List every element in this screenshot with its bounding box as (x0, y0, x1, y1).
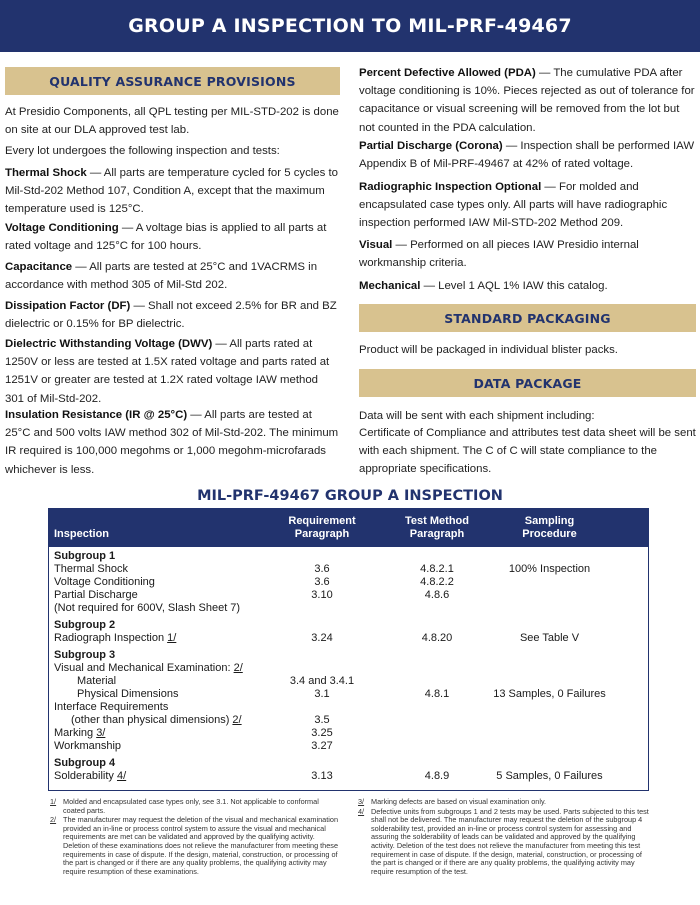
term: Visual (359, 239, 393, 251)
page-title-banner (0, 0, 700, 52)
footnote-1-number: 1/ (50, 797, 57, 806)
data-package-heading-text: DATA PACKAGE (473, 375, 582, 391)
qa-intro-1: At Presidio Components, all QPL testing per MIL-STD-202 is done on site at our DLA approved test lab. (5, 106, 339, 137)
item-visual (359, 236, 696, 272)
qa-heading-text: QUALITY ASSURANCE PROVISIONS (49, 73, 296, 89)
term: Percent Defective Allowed (PDA) (359, 67, 536, 79)
desc: — All parts are temperature cycled for 5 cycles to Mil-Std-202 Method 107, Condition A, except that the maximum temperature used is 125°C. (5, 167, 338, 216)
row-radiograph-req: 3.24 (311, 632, 333, 644)
row-partial-discharge-test: 4.8.6 (424, 589, 450, 601)
item-mechanical (359, 277, 696, 295)
packaging-text: Product will be packaged in individual blister packs. (359, 344, 618, 356)
item-dwv (5, 335, 340, 408)
data-package-heading (359, 369, 696, 397)
subgroup-2-title: Subgroup 2 (54, 619, 116, 631)
group-a-inspection-table (48, 508, 649, 791)
row-physical-dimensions-req: 3.1 (314, 688, 330, 700)
subgroup-4-title: Subgroup 4 (54, 757, 116, 769)
item-insulation-resistance (5, 406, 340, 479)
footnote-3-number: 3/ (358, 797, 365, 806)
header-requirement-line1: Requirement (288, 515, 356, 527)
row-radiograph-test: 4.8.20 (421, 632, 453, 644)
row-marking-name (54, 727, 105, 740)
footnote-3 (358, 798, 650, 807)
row-partial-discharge-note: (Not required for 600V, Slash Sheet 7) (54, 602, 241, 614)
footnote-4-number: 4/ (358, 806, 365, 816)
row-physical-dimensions-name: Physical Dimensions (77, 688, 179, 700)
row-radiograph-sampling: See Table V (519, 632, 580, 644)
item-thermal-shock (5, 164, 340, 219)
row-solderability-label: Solderability (54, 770, 117, 782)
row-other-dimensions-req: 3.5 (314, 714, 330, 726)
row-radiograph-label: Radiograph Inspection (54, 632, 168, 644)
footnote-4 (358, 808, 650, 877)
footnote-ref: 3/ (96, 727, 106, 739)
page-title: GROUP A INSPECTION TO MIL-PRF-49467 (128, 15, 572, 37)
packaging-heading (359, 304, 696, 332)
row-radiograph-name (54, 632, 176, 645)
subgroup-3-title: Subgroup 3 (54, 649, 116, 661)
header-test-method (387, 515, 487, 541)
desc: — For molded and encapsulated case types only. All parts will have radiographic inspection performed IAW Mil-STD-202 Method 209. (359, 181, 668, 230)
footnote-3-text: Marking defects are based on visual examination only. (371, 797, 547, 806)
footnote-2-text: The manufacturer may request the deletion of the visual and mechanical examination provided an in-line or process control system to assure the visual and mechanical requirements are met can be validated and approved by the qualifying activity. Deletion of these examinations does not relieve the manufacturer from meeting these requirements in case of dispute. If the design, material, construction, or processing of the part is changed or if there are any quality problems, the qualifying activity may require resumption of these examinations. (63, 815, 339, 876)
term: Radiographic Inspection Optional (359, 181, 542, 193)
footnote-2 (50, 816, 340, 876)
item-voltage-conditioning (5, 219, 340, 255)
term: Dielectric Withstanding Voltage (DWV) (5, 338, 213, 350)
desc: — Performed on all pieces IAW Presidio internal workmanship criteria. (359, 239, 639, 270)
row-partial-discharge-name: Partial Discharge (54, 589, 138, 601)
row-voltage-conditioning-req: 3.6 (314, 576, 330, 588)
header-sampling-line2: Procedure (522, 528, 577, 540)
row-voltage-conditioning-test: 4.8.2.2 (420, 576, 454, 588)
item-partial-discharge (359, 137, 696, 173)
row-solderability-sampling: 5 Samples, 0 Failures (496, 770, 603, 782)
row-partial-discharge-req: 3.10 (311, 589, 333, 601)
row-marking-req: 3.25 (311, 727, 333, 739)
term: Thermal Shock (5, 167, 87, 179)
desc: — A voltage bias is applied to all parts at rated voltage and 125°C for 100 hours. (5, 222, 327, 253)
header-test-line1: Test Method (405, 515, 469, 527)
footnote-2-number: 2/ (50, 815, 57, 825)
term: Insulation Resistance (IR @ 25°C) (5, 409, 188, 421)
desc: — Shall not exceed 2.5% for BR and BZ dielectric or 0.15% for BP dielectric. (5, 300, 337, 331)
row-physical-dimensions-test: 4.8.1 (424, 688, 450, 700)
header-sampling-line1: Sampling (524, 515, 575, 527)
term: Voltage Conditioning (5, 222, 119, 234)
term: Mechanical (359, 280, 421, 292)
data-package-text-2: Certificate of Compliance and attributes test data sheet will be sent with each shipment. The C of C will state compliance to the appropriate specifications. (359, 427, 696, 476)
item-radiographic (359, 178, 696, 233)
item-dissipation-factor (5, 297, 340, 333)
term: Capacitance (5, 261, 73, 273)
footnote-ref: 1/ (167, 632, 177, 644)
qa-intro-2: Every lot undergoes the following inspection and tests: (5, 145, 280, 157)
row-solderability-req: 3.13 (311, 770, 333, 782)
subgroup-1-title: Subgroup 1 (54, 550, 116, 562)
table-header-row (49, 509, 648, 547)
row-solderability-test: 4.8.9 (424, 770, 450, 782)
desc: — Level 1 AQL 1% IAW this catalog. (420, 280, 608, 292)
row-visual-mechanical-label: Visual and Mechanical Examination: (54, 662, 234, 674)
footnote-1 (50, 798, 340, 815)
item-pda (359, 64, 696, 137)
row-material-req: 3.4 and 3.4.1 (289, 675, 355, 687)
row-solderability-name (54, 770, 126, 783)
row-visual-mechanical-name (54, 662, 243, 675)
term: Dissipation Factor (DF) (5, 300, 131, 312)
header-requirement (271, 515, 373, 541)
row-material-name: Material (77, 675, 117, 687)
row-marking-label: Marking (54, 727, 97, 739)
item-capacitance (5, 258, 340, 294)
qa-heading (5, 67, 340, 95)
row-physical-dimensions-sampling: 13 Samples, 0 Failures (493, 688, 606, 700)
header-requirement-line2: Paragraph (294, 528, 350, 540)
row-thermal-shock-name: Thermal Shock (54, 563, 128, 575)
desc: — Inspection shall be performed IAW Appendix B of Mil-PRF-49467 at 42% of rated voltage. (359, 140, 695, 171)
term: Partial Discharge (Corona) (359, 140, 503, 152)
row-workmanship-name: Workmanship (54, 740, 122, 752)
packaging-heading-text: STANDARD PACKAGING (444, 310, 611, 326)
desc: — All parts rated at 1250V or less are tested at 1.5X rated voltage and parts rated at 1251V or greater are tested at 1.2X rated voltage IAW method 301 of Mil-Std-202. (5, 338, 330, 405)
footnotes-left (50, 798, 340, 877)
header-sampling (492, 515, 607, 541)
footnote-4-text: Defective units from subgroups 1 and 2 tests may be used. Parts subjected to this test shall not be delivered. The manufacturer may request the deletion of the subgroup 4 solderability test, provided an in-line or process control system for assessing and assuring the solderability of leads can be validated and approved by the qualifying activity. Deletion of the test does not relieve the manufacturer from meeting this test requirement in case of dispute. If the design, material, construction, or processing of the part is changed or if there are any quality problems, the qualifying activity may require resumption of the test. (371, 806, 649, 876)
footnote-ref: 4/ (116, 770, 127, 782)
row-interface-requirements-name: Interface Requirements (54, 701, 169, 713)
header-test-line2: Paragraph (409, 528, 465, 540)
row-other-dimensions-name (71, 714, 242, 727)
row-voltage-conditioning-name: Voltage Conditioning (54, 576, 155, 588)
desc: — All parts are tested at 25°C and 1VACRMS in accordance with method 305 of Mil-Std 202. (5, 261, 318, 292)
footnote-ref: 2/ (233, 662, 243, 674)
row-thermal-shock-req: 3.6 (314, 563, 330, 575)
row-thermal-shock-test: 4.8.2.1 (420, 563, 454, 575)
row-other-dimensions-label: (other than physical dimensions) (71, 714, 233, 726)
desc: — All parts are tested at 25°C and 500 volts IAW method 302 of Mil-Std-202. The minimum IR required is 100,000 megohms or 1,000 megohm-microfarads whichever is less. (5, 409, 339, 476)
footnote-ref: 2/ (232, 714, 242, 726)
header-inspection: Inspection (54, 528, 110, 540)
footnote-1-text: Molded and encapsulated case types only, see 3.1. Not applicable to conformal coated parts. (63, 797, 319, 815)
table-title: MIL-PRF-49467 GROUP A INSPECTION (197, 488, 503, 504)
row-workmanship-req: 3.27 (311, 740, 333, 752)
data-package-text-1: Data will be sent with each shipment including: (359, 410, 595, 422)
footnotes-right (358, 798, 650, 877)
desc: — The cumulative PDA after voltage conditioning is 10%. Pieces rejected as out of tolerance for capacitance or visual screening will be removed from the lot but not counted in the PDA calculation. (359, 67, 695, 134)
row-thermal-shock-sampling: 100% Inspection (508, 563, 591, 575)
